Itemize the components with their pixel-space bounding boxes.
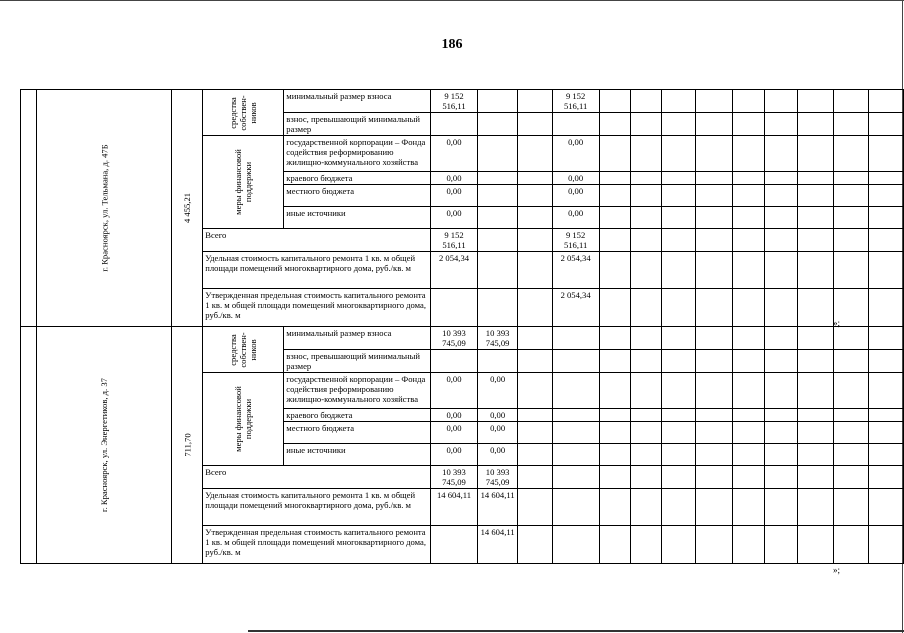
empty-cell — [662, 252, 696, 289]
value-cell — [478, 252, 518, 289]
value-cell — [518, 327, 552, 350]
row-label: иные источники — [284, 207, 431, 229]
row-label: иные источники — [284, 444, 431, 466]
empty-cell — [868, 136, 903, 172]
value-cell: 0,00 — [431, 422, 478, 444]
empty-cell — [599, 526, 630, 564]
owner-funds-label: средства собствен-ников — [228, 331, 259, 368]
empty-cell — [764, 422, 797, 444]
value-cell: 0,00 — [552, 207, 599, 229]
empty-cell — [797, 444, 834, 466]
empty-cell — [696, 526, 733, 564]
empty-cell — [797, 113, 834, 136]
value-cell — [431, 113, 478, 136]
empty-cell — [732, 526, 764, 564]
value-cell: 10 393 745,09 — [431, 466, 478, 489]
area-cell — [172, 90, 203, 327]
empty-cell — [868, 229, 903, 252]
value-cell — [478, 90, 518, 113]
empty-cell — [599, 172, 630, 185]
empty-cell — [868, 113, 903, 136]
value-cell: 0,00 — [431, 185, 478, 207]
row-label: Всего — [203, 466, 431, 489]
empty-cell — [696, 489, 733, 526]
empty-cell — [732, 409, 764, 422]
empty-cell — [599, 136, 630, 172]
area-text: 4 455,21 — [182, 192, 193, 224]
value-cell — [518, 289, 552, 327]
value-cell — [478, 229, 518, 252]
row-label: Удельная стоимость капитального ремонта 1 кв. м общей площади помещений многоквартирного дома, руб./кв. м — [203, 252, 431, 289]
empty-cell — [696, 113, 733, 136]
value-cell: 10 393 745,09 — [478, 466, 518, 489]
empty-cell — [797, 207, 834, 229]
address-text: г. Красноярск, ул. Тельмана, д. 47Б — [99, 144, 110, 272]
empty-cell — [696, 409, 733, 422]
empty-cell — [834, 229, 868, 252]
empty-cell — [834, 373, 868, 409]
empty-cell — [696, 185, 733, 207]
value-cell: 14 604,11 — [431, 489, 478, 526]
empty-cell — [696, 422, 733, 444]
empty-cell — [834, 207, 868, 229]
empty-cell — [868, 90, 903, 113]
empty-cell — [696, 327, 733, 350]
value-cell: 0,00 — [431, 444, 478, 466]
value-cell — [518, 252, 552, 289]
empty-cell — [868, 289, 903, 327]
empty-cell — [630, 526, 661, 564]
empty-cell — [696, 466, 733, 489]
value-cell: 2 054,34 — [552, 252, 599, 289]
empty-cell — [797, 90, 834, 113]
value-cell — [431, 350, 478, 373]
value-cell — [518, 136, 552, 172]
row-label: краевого бюджета — [284, 409, 431, 422]
empty-cell — [764, 373, 797, 409]
row-label: взнос, превышающий минимальный размер — [284, 113, 431, 136]
empty-cell — [630, 466, 661, 489]
scan-edge-top — [0, 0, 904, 1]
empty-cell — [834, 526, 868, 564]
empty-cell — [630, 252, 661, 289]
empty-cell — [732, 207, 764, 229]
empty-cell — [797, 489, 834, 526]
empty-cell — [868, 327, 903, 350]
empty-cell — [662, 289, 696, 327]
empty-cell — [696, 444, 733, 466]
value-cell: 0,00 — [431, 136, 478, 172]
value-cell: 14 604,11 — [478, 489, 518, 526]
repair-register-table — [20, 89, 904, 564]
value-cell — [478, 289, 518, 327]
value-cell: 14 604,11 — [478, 526, 518, 564]
value-cell — [518, 90, 552, 113]
empty-cell — [797, 373, 834, 409]
empty-cell — [630, 289, 661, 327]
empty-cell — [834, 466, 868, 489]
empty-cell — [868, 185, 903, 207]
empty-cell — [764, 444, 797, 466]
empty-cell — [662, 489, 696, 526]
value-cell — [518, 466, 552, 489]
empty-cell — [732, 252, 764, 289]
empty-cell — [696, 229, 733, 252]
empty-cell — [599, 229, 630, 252]
empty-cell — [630, 172, 661, 185]
end-mark-1: »; — [833, 318, 841, 328]
empty-cell — [662, 172, 696, 185]
value-cell — [478, 136, 518, 172]
empty-cell — [732, 289, 764, 327]
value-cell: 9 152 516,11 — [552, 90, 599, 113]
address-cell — [37, 327, 172, 564]
value-cell: 10 393 745,09 — [478, 327, 518, 350]
empty-cell — [732, 444, 764, 466]
empty-cell — [662, 444, 696, 466]
empty-cell — [696, 373, 733, 409]
empty-cell — [764, 90, 797, 113]
value-cell: 0,00 — [552, 136, 599, 172]
empty-cell — [764, 207, 797, 229]
area-cell — [172, 327, 203, 564]
empty-cell — [696, 252, 733, 289]
empty-cell — [797, 229, 834, 252]
value-cell: 0,00 — [431, 409, 478, 422]
empty-cell — [630, 489, 661, 526]
empty-cell — [868, 373, 903, 409]
value-cell — [518, 489, 552, 526]
value-cell — [478, 113, 518, 136]
row-label: взнос, превышающий минимальный размер — [284, 350, 431, 373]
owner-funds-label: средства собствен-ников — [228, 94, 259, 131]
empty-cell — [599, 489, 630, 526]
empty-cell — [834, 489, 868, 526]
value-cell — [518, 373, 552, 409]
empty-cell — [696, 90, 733, 113]
owner-funds-group — [203, 327, 284, 373]
empty-cell — [696, 207, 733, 229]
scan-edge-bottom — [248, 630, 904, 632]
empty-cell — [630, 207, 661, 229]
value-cell — [478, 185, 518, 207]
row-label: Утвержденная предельная стоимость капитального ремонта 1 кв. м общей площади помещений многоквартирного дома, руб./кв. м — [203, 526, 431, 564]
empty-cell — [599, 327, 630, 350]
empty-cell — [599, 252, 630, 289]
empty-cell — [868, 172, 903, 185]
value-cell — [552, 444, 599, 466]
value-cell — [552, 526, 599, 564]
empty-cell — [630, 444, 661, 466]
empty-cell — [868, 252, 903, 289]
empty-cell — [662, 373, 696, 409]
row-label: минимальный размер взноса — [284, 327, 431, 350]
empty-cell — [599, 185, 630, 207]
empty-cell — [868, 444, 903, 466]
empty-cell — [834, 90, 868, 113]
row-label: минимальный размер взноса — [284, 90, 431, 113]
empty-cell — [732, 136, 764, 172]
empty-cell — [662, 409, 696, 422]
empty-cell — [764, 466, 797, 489]
empty-cell — [662, 350, 696, 373]
empty-cell — [599, 444, 630, 466]
empty-cell — [834, 113, 868, 136]
empty-cell — [732, 327, 764, 350]
empty-cell — [732, 466, 764, 489]
value-cell — [518, 422, 552, 444]
value-cell — [431, 289, 478, 327]
empty-cell — [599, 90, 630, 113]
value-cell — [518, 172, 552, 185]
empty-cell — [630, 136, 661, 172]
empty-cell — [834, 444, 868, 466]
value-cell: 10 393 745,09 — [431, 327, 478, 350]
value-cell: 2 054,34 — [431, 252, 478, 289]
row-label: Всего — [203, 229, 431, 252]
row-label: краевого бюджета — [284, 172, 431, 185]
value-cell: 9 152 516,11 — [431, 229, 478, 252]
support-measures-group — [203, 373, 284, 466]
value-cell: 0,00 — [478, 444, 518, 466]
value-cell: 0,00 — [478, 409, 518, 422]
empty-cell — [764, 526, 797, 564]
empty-cell — [868, 466, 903, 489]
row-label: местного бюджета — [284, 185, 431, 207]
empty-cell — [797, 327, 834, 350]
empty-cell — [797, 350, 834, 373]
margin-cell — [21, 327, 37, 564]
empty-cell — [599, 113, 630, 136]
empty-cell — [797, 185, 834, 207]
empty-cell — [696, 289, 733, 327]
empty-cell — [662, 526, 696, 564]
empty-cell — [868, 409, 903, 422]
value-cell: 0,00 — [431, 172, 478, 185]
value-cell — [552, 422, 599, 444]
empty-cell — [764, 489, 797, 526]
value-cell — [518, 444, 552, 466]
value-cell — [478, 172, 518, 185]
value-cell — [552, 373, 599, 409]
value-cell: 9 152 516,11 — [552, 229, 599, 252]
row-label: государственной корпорации – Фонда содействия реформированию жилищно-коммунального хозяйства — [284, 136, 431, 172]
empty-cell — [834, 136, 868, 172]
value-cell: 0,00 — [552, 172, 599, 185]
empty-cell — [732, 113, 764, 136]
empty-cell — [599, 350, 630, 373]
empty-cell — [868, 526, 903, 564]
row-label: Утвержденная предельная стоимость капитального ремонта 1 кв. м общей площади помещений многоквартирного дома, руб./кв. м — [203, 289, 431, 327]
table-row — [21, 327, 904, 350]
empty-cell — [630, 373, 661, 409]
empty-cell — [764, 350, 797, 373]
value-cell: 0,00 — [478, 422, 518, 444]
empty-cell — [732, 422, 764, 444]
empty-cell — [630, 90, 661, 113]
empty-cell — [662, 136, 696, 172]
value-cell — [518, 113, 552, 136]
support-measures-label: меры финансовой поддержки — [233, 386, 254, 452]
value-cell — [552, 327, 599, 350]
empty-cell — [630, 327, 661, 350]
empty-cell — [630, 229, 661, 252]
empty-cell — [868, 350, 903, 373]
value-cell — [518, 350, 552, 373]
support-measures-label: меры финансовой поддержки — [233, 149, 254, 215]
empty-cell — [797, 252, 834, 289]
empty-cell — [732, 373, 764, 409]
empty-cell — [662, 185, 696, 207]
empty-cell — [732, 489, 764, 526]
value-cell — [552, 350, 599, 373]
empty-cell — [834, 252, 868, 289]
value-cell — [552, 466, 599, 489]
value-cell — [518, 526, 552, 564]
value-cell: 0,00 — [431, 207, 478, 229]
empty-cell — [868, 207, 903, 229]
empty-cell — [630, 185, 661, 207]
empty-cell — [764, 185, 797, 207]
empty-cell — [662, 466, 696, 489]
empty-cell — [868, 422, 903, 444]
value-cell — [552, 489, 599, 526]
value-cell: 0,00 — [478, 373, 518, 409]
empty-cell — [834, 327, 868, 350]
empty-cell — [797, 422, 834, 444]
empty-cell — [662, 113, 696, 136]
empty-cell — [764, 136, 797, 172]
empty-cell — [662, 90, 696, 113]
empty-cell — [797, 466, 834, 489]
owner-funds-group — [203, 90, 284, 136]
empty-cell — [599, 422, 630, 444]
value-cell — [478, 207, 518, 229]
empty-cell — [834, 350, 868, 373]
end-mark-2: »; — [833, 565, 841, 575]
value-cell — [431, 526, 478, 564]
empty-cell — [662, 327, 696, 350]
value-cell: 0,00 — [431, 373, 478, 409]
empty-cell — [732, 185, 764, 207]
address-cell — [37, 90, 172, 327]
empty-cell — [599, 373, 630, 409]
empty-cell — [764, 229, 797, 252]
empty-cell — [764, 172, 797, 185]
page-number: 186 — [441, 37, 463, 52]
value-cell — [552, 409, 599, 422]
empty-cell — [662, 229, 696, 252]
margin-cell — [21, 90, 37, 327]
empty-cell — [834, 172, 868, 185]
row-label: местного бюджета — [284, 422, 431, 444]
empty-cell — [732, 90, 764, 113]
empty-cell — [797, 136, 834, 172]
empty-cell — [696, 350, 733, 373]
support-measures-group — [203, 136, 284, 229]
empty-cell — [732, 229, 764, 252]
value-cell — [518, 409, 552, 422]
empty-cell — [764, 113, 797, 136]
empty-cell — [630, 350, 661, 373]
address-text: г. Красноярск, ул. Энергетиков, д. 37 — [99, 378, 110, 512]
empty-cell — [797, 409, 834, 422]
empty-cell — [599, 289, 630, 327]
empty-cell — [764, 327, 797, 350]
empty-cell — [764, 289, 797, 327]
value-cell — [478, 350, 518, 373]
table-row — [21, 90, 904, 113]
empty-cell — [662, 207, 696, 229]
empty-cell — [797, 289, 834, 327]
empty-cell — [662, 422, 696, 444]
value-cell: 9 152 516,11 — [431, 90, 478, 113]
value-cell — [552, 113, 599, 136]
empty-cell — [599, 466, 630, 489]
empty-cell — [696, 172, 733, 185]
empty-cell — [764, 409, 797, 422]
value-cell: 2 054,34 — [552, 289, 599, 327]
empty-cell — [599, 409, 630, 422]
area-text: 711,70 — [182, 433, 193, 457]
empty-cell — [834, 409, 868, 422]
empty-cell — [732, 350, 764, 373]
empty-cell — [696, 136, 733, 172]
value-cell — [518, 229, 552, 252]
value-cell — [518, 207, 552, 229]
row-label: государственной корпорации – Фонда содействия реформированию жилищно-коммунального хозяйства — [284, 373, 431, 409]
empty-cell — [834, 422, 868, 444]
value-cell — [518, 185, 552, 207]
empty-cell — [834, 185, 868, 207]
empty-cell — [797, 172, 834, 185]
empty-cell — [630, 422, 661, 444]
empty-cell — [764, 252, 797, 289]
empty-cell — [630, 409, 661, 422]
empty-cell — [732, 172, 764, 185]
empty-cell — [868, 489, 903, 526]
empty-cell — [630, 113, 661, 136]
value-cell: 0,00 — [552, 185, 599, 207]
row-label: Удельная стоимость капитального ремонта 1 кв. м общей площади помещений многоквартирного дома, руб./кв. м — [203, 489, 431, 526]
empty-cell — [599, 207, 630, 229]
empty-cell — [797, 526, 834, 564]
